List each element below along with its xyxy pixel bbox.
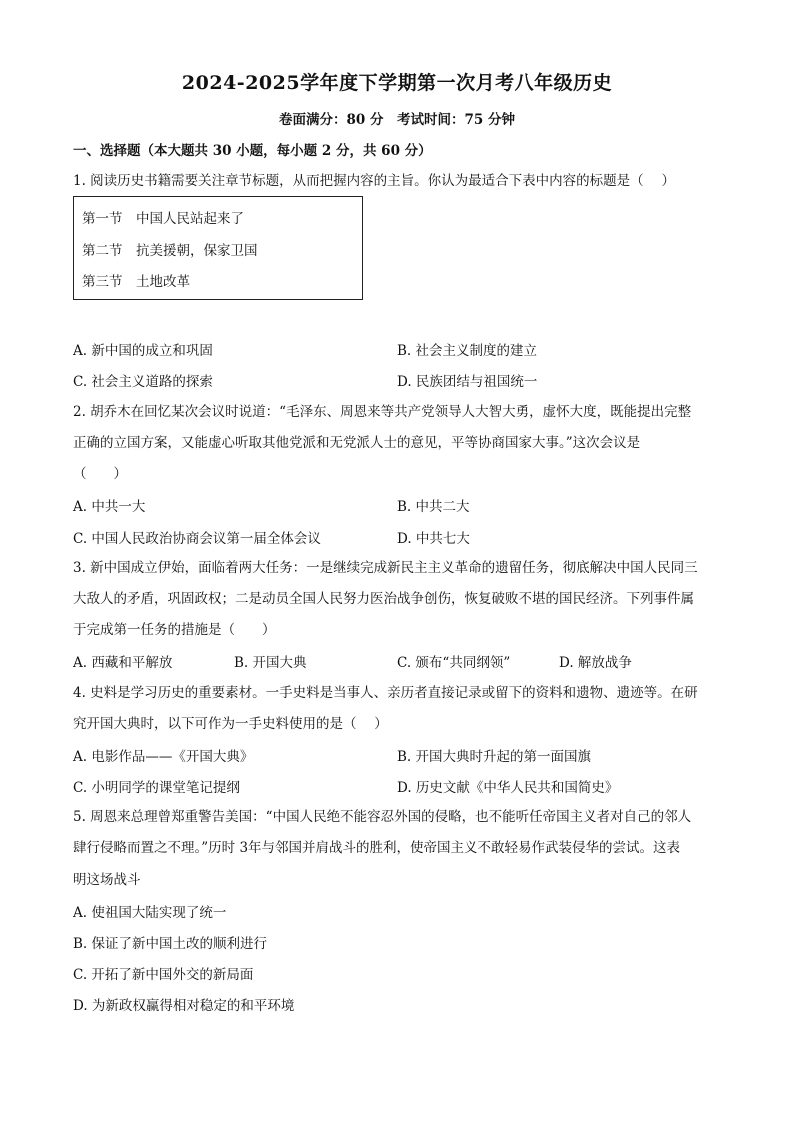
question-4-option-c: C. 小明同学的课堂笔记提纲: [73, 780, 240, 796]
question-4-option-d: D. 历史文献《中华人民共和国简史》: [397, 780, 619, 796]
question-5-stem-line: 明这场战斗: [73, 872, 141, 888]
page-title: 2024-2025学年度下学期第一次月考八年级历史: [181, 72, 613, 94]
question-1-option-d: D. 民族团结与祖国统一: [397, 374, 538, 390]
question-5-option-c: C. 开拓了新中国外交的新局面: [73, 967, 254, 983]
question-5-option-a: A. 使祖国大陆实现了统一: [73, 905, 227, 921]
question-3-option-a: A. 西藏和平解放: [73, 655, 173, 671]
question-2-option-d: D. 中共七大: [397, 531, 470, 547]
table-row: 第一节 中国人民站起来了: [82, 211, 244, 227]
question-2-option-a: A. 中共一大: [73, 499, 146, 515]
question-1-stem: 1. 阅读历史书籍需要关注章节标题，从而把握内容的主旨。你认为最适合下表中内容的标题是（ ）: [73, 173, 675, 189]
question-5-stem-line: 肆行侵略而置之不理。”历时 3年与邻国并肩战斗的胜利，使帝国主义不敢轻易作武装侵华的尝试。这表: [73, 840, 681, 856]
question-5-stem-line: 5. 周恩来总理曾郑重警告美国：“中国人民绝不能容忍外国的侵略，也不能听任帝国主义者对自己的邻人: [73, 809, 692, 825]
table-row: 第二节 抗美援朝，保家卫国: [82, 243, 258, 259]
question-3-option-c: C. 颁布“共同纲领”: [397, 655, 511, 671]
section-heading: 一、选择题（本大题共 30 小题，每小题 2 分，共 60 分）: [73, 143, 432, 159]
question-4-stem-line: 4. 史料是学习历史的重要素材。一手史料是当事人、亲历者直接记录或留下的资料和遗物、遗迹等。在研: [73, 685, 698, 701]
question-2-stem-line: 2. 胡乔木在回忆某次会议时说道：“毛泽东、周恩来等共产党领导人大智大勇，虚怀大度，既能提出完整: [73, 404, 692, 420]
question-4-option-a: A. 电影作品——《开国大典》: [73, 749, 254, 765]
question-2-option-b: B. 中共二大: [397, 499, 470, 515]
question-3-stem-line: 于完成第一任务的措施是（ ）: [73, 622, 276, 638]
question-2-stem-line: 正确的立国方案，又能虚心听取其他党派和无党派人士的意见，平等协商国家大事。”这次会议是: [73, 435, 641, 451]
exam-info: 卷面满分：80 分 考试时间：75 分钟: [279, 112, 515, 128]
question-5-option-b: B. 保证了新中国土改的顺利进行: [73, 936, 268, 952]
question-3-stem-line: 3. 新中国成立伊始，面临着两大任务：一是继续完成新民主主义革命的遗留任务，彻底解决中国人民同三: [73, 560, 698, 576]
question-3-option-d: D. 解放战争: [559, 655, 632, 671]
question-1-table: [73, 196, 363, 300]
question-4-option-b: B. 开国大典时升起的第一面国旗: [397, 749, 592, 765]
question-1-option-b: B. 社会主义制度的建立: [397, 343, 538, 359]
question-1-option-c: C. 社会主义道路的探索: [73, 374, 213, 390]
question-3-option-b: B. 开国大典: [234, 655, 307, 671]
table-row: 第三节 土地改革: [82, 274, 190, 290]
question-2-option-c: C. 中国人民政治协商会议第一届全体会议: [73, 531, 321, 547]
question-4-stem-line: 究开国大典时，以下可作为一手史料使用的是（ ）: [73, 716, 388, 732]
question-3-stem-line: 大敌人的矛盾，巩固政权；二是动员全国人民努力医治战争创伤，恢复破败不堪的国民经济。下列事件属: [73, 591, 694, 607]
question-2-stem-line: （ ）: [73, 466, 127, 482]
question-1-option-a: A. 新中国的成立和巩固: [73, 343, 213, 359]
question-5-option-d: D. 为新政权赢得相对稳定的和平环境: [73, 998, 295, 1014]
